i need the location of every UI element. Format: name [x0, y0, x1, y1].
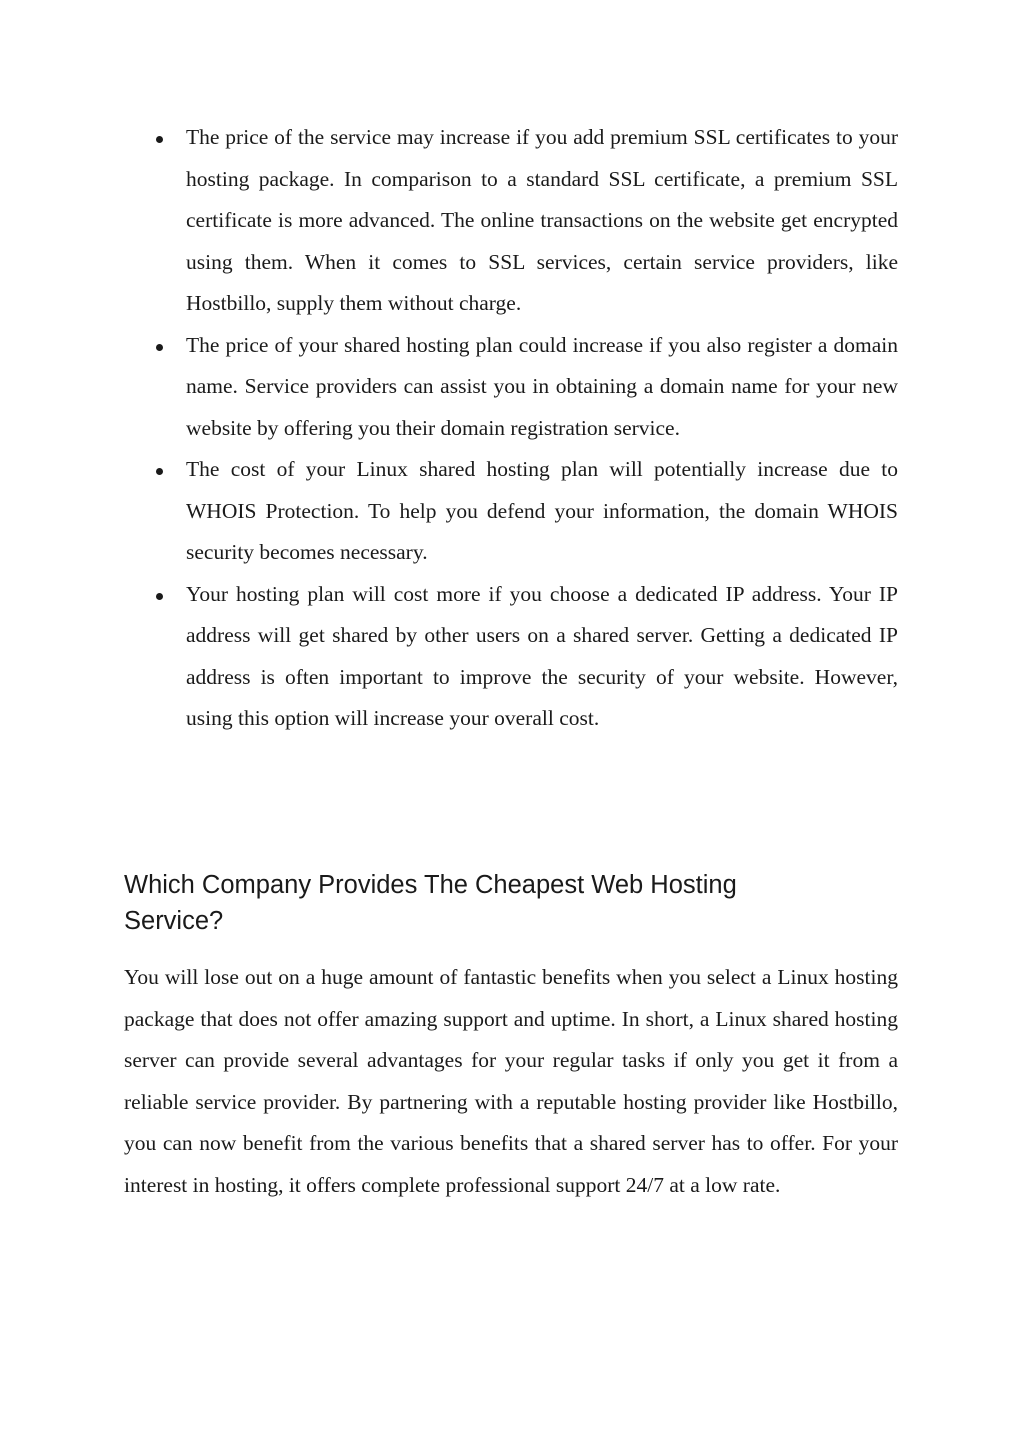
list-item: [124, 574, 898, 740]
body-paragraph: You will lose out on a huge amount of fantastic benefits when you select a Linux hosting package that does not offer amazing support and uptime. In short, a Linux shared hosting server can provide several advantages for your regular tasks if only you get it from a reliable service provider. By partnering with a reputable hosting provider like Hostbillo, you can now benefit from the various benefits that a shared server has to offer. For your interest in hosting, it offers complete professional support 24/7 at a low rate.: [124, 965, 898, 1197]
bullet-icon: [156, 468, 163, 475]
bullet-icon: [156, 593, 163, 600]
list-item: [124, 117, 898, 325]
list-item-text: The price of the service may increase if you add premium SSL certificates to your hosting package. In comparison to a standard SSL certificate, a premium SSL certificate is more advanced. The online transactions on the website get encrypted using them. When it comes to SSL services, certain service providers, like Hostbillo, supply them without charge.: [186, 125, 898, 315]
list-item-text: The price of your shared hosting plan could increase if you also register a domain name. Service providers can assist you in obtaining a domain name for your new website by offering you their domain registration service.: [186, 332, 898, 440]
section-heading: Which Company Provides The Cheapest Web Hosting Service?: [124, 871, 737, 935]
list-item: [124, 325, 898, 450]
list-item-text: The cost of your Linux shared hosting plan will potentially increase due to WHOIS Protection. To help you defend your information, the domain WHOIS security becomes necessary.: [186, 457, 898, 564]
list-item-text: Your hosting plan will cost more if you choose a dedicated IP address. Your IP address will get shared by other users on a shared server. Getting a dedicated IP address is often important to improve the security of your website. However, using this option will increase your overall cost.: [186, 581, 898, 730]
list-item: [124, 449, 898, 574]
bullet-icon: [156, 344, 163, 351]
bullet-icon: [156, 136, 163, 143]
bullet-list: [124, 117, 898, 740]
